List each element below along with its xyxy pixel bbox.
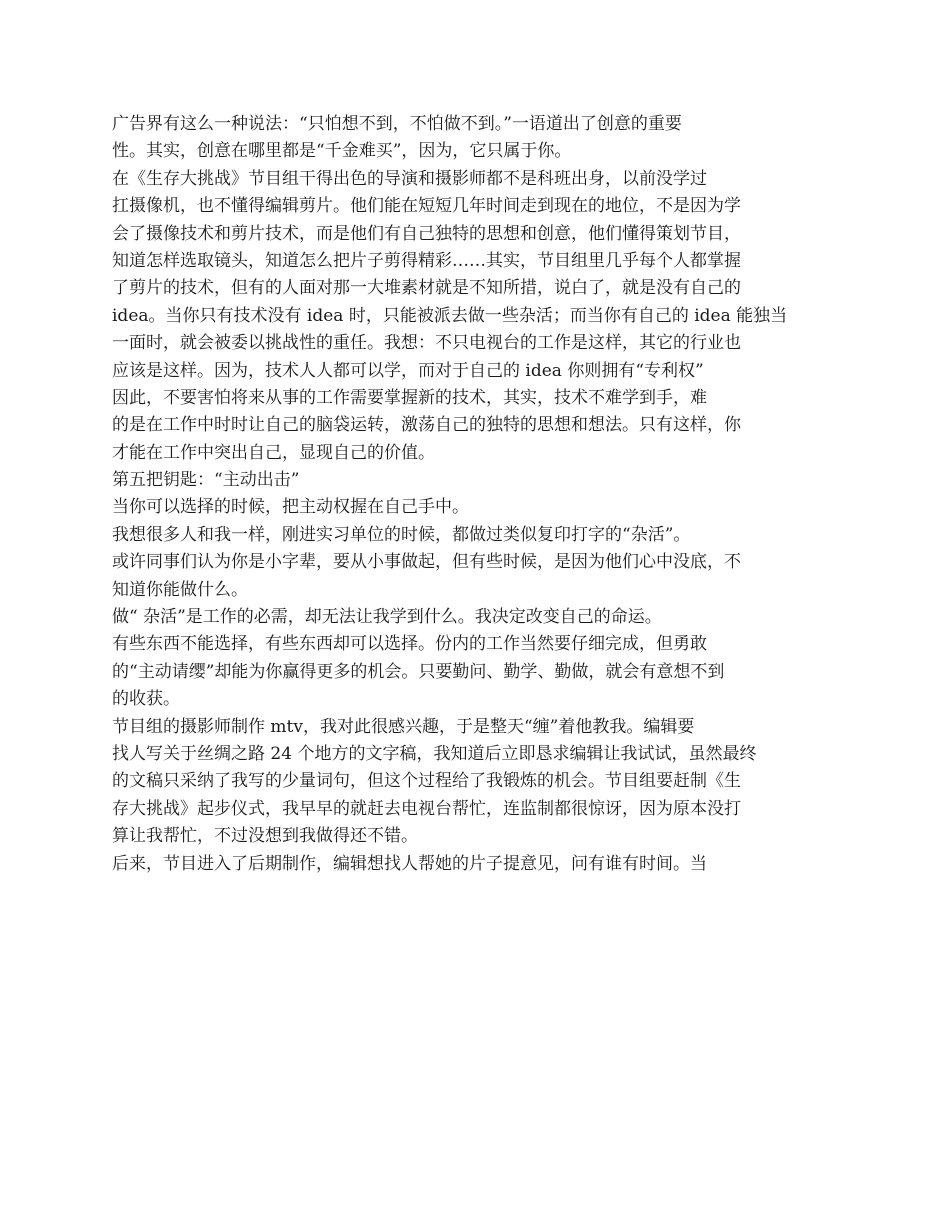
text-line: 我想很多人和我一样，刚进实习单位的时候，都做过类似复印打字的“杂活”。 <box>112 524 691 545</box>
text-line: 或许同事们认为你是小字辈，要从小事做起，但有些时候，是因为他们心中没底，不 <box>112 552 741 573</box>
text-line: 的收获。 <box>112 689 180 710</box>
text-line: 的文稿只采纳了我写的少量词句，但这个过程给了我锻炼的机会。节目组要赶制《生 <box>112 771 741 792</box>
text-line: 有些东西不能选择，有些东西却可以选择。份内的工作当然要仔细完成，但勇敢 <box>112 634 707 655</box>
text-line: 扛摄像机，也不懂得编辑剪片。他们能在短短几年时间走到现在的地位，不是因为学 <box>112 196 741 217</box>
text-line: 了剪片的技术，但有的人面对那一大堆素材就是不知所措，说白了，就是没有自己的 <box>112 278 741 299</box>
text-line: 才能在工作中突出自己，显现自己的价值。 <box>112 442 435 463</box>
section-heading: 第五把钥匙：“主动出击” <box>112 470 300 491</box>
text-line: 知道怎样选取镜头，知道怎么把片子剪得精彩……其实，节目组里几乎每个人都掌握 <box>112 250 741 271</box>
text-line: 算让我帮忙，不过没想到我做得还不错。 <box>112 826 418 847</box>
text-line: 广告界有这么一种说法：“只怕想不到，不怕做不到。”一语道出了创意的重要 <box>112 114 682 134</box>
text-line: 找人写关于丝绸之路 24 个地方的文字稿，我知道后立即恳求编辑让我试试，虽然最终 <box>112 743 757 764</box>
text-line: 在《生存大挑战》节目组干得出色的导演和摄影师都不是科班出身，以前没学过 <box>112 168 707 189</box>
text-line: 性。其实，创意在哪里都是“千金难买”，因为，它只属于你。 <box>112 141 572 162</box>
text-line: 因此，不要害怕将来从事的工作需要掌握新的技术，其实，技术不难学到手，难 <box>112 387 707 408</box>
text-line: 存大挑战》起步仪式，我早早的就赶去电视台帮忙，连监制都很惊讶，因为原本没打 <box>112 798 741 819</box>
document-body <box>112 111 852 878</box>
text-line: 知道你能做什么。 <box>112 579 248 600</box>
text-line: 后来，节目进入了后期制作，编辑想找人帮她的片子提意见，问有谁有时间。当 <box>112 853 707 874</box>
text-line: 一面时，就会被委以挑战性的重任。我想：不只电视台的工作是这样，其它的行业也 <box>112 333 741 354</box>
text-line: 应该是这样。因为，技术人人都可以学，而对于自己的 idea 你则拥有“专利权” <box>112 360 704 381</box>
text-line: idea。当你只有技术没有 idea 时，只能被派去做一些杂活；而当你有自己的 idea 能独当 <box>112 305 788 326</box>
text-line: 的是在工作中时时让自己的脑袋运转，激荡自己的独特的思想和想法。只有这样，你 <box>112 415 741 436</box>
text-line: 做“ 杂活”是工作的必需，却无法让我学到什么。我决定改变自己的命运。 <box>112 607 662 628</box>
text-line: 当你可以选择的时候，把主动权握在自己手中。 <box>112 497 469 518</box>
text-line: 会了摄像技术和剪片技术，而是他们有自己独特的思想和创意，他们懂得策划节目， <box>112 223 741 244</box>
text-line: 节目组的摄影师制作 mtv，我对此很感兴趣，于是整天“缠”着他教我。编辑要 <box>112 716 695 737</box>
text-line: 的“主动请缨”却能为你赢得更多的机会。只要勤问、勤学、勤做，就会有意想不到 <box>112 661 725 682</box>
